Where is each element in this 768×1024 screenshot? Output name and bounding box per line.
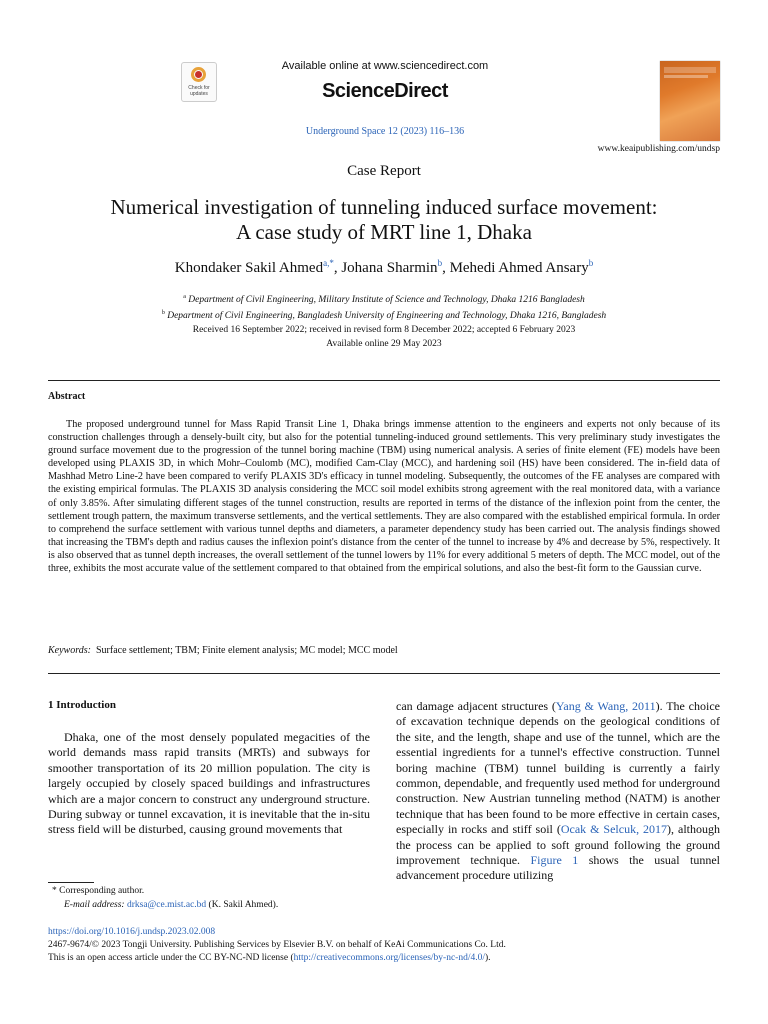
- article-type: Case Report: [347, 163, 421, 179]
- doi-link[interactable]: https://doi.org/10.1016/j.undsp.2023.02.008: [48, 927, 216, 937]
- citation-link[interactable]: Ocak & Selcuk, 2017: [560, 822, 668, 837]
- intro-right-paragraph: can damage adjacent structures (Yang & Wang, 2011). The choice of excavation technique depends on the geological conditions of the site, and the length, shape and use of the tunnel, which are the essential ingredients for a tunnel's effective construction. Tunnel boring machine (TBM) tunnel building is currently a fairly common, dependable, and frequently used method for underground construction. New Austrian tunneling method (NATM) is another technique that has been found to be more effective in certain cases, especially in rocks and stiff soil (Ocak & Selcuk, 2017), although the process can be applied to soft ground following the ground improvement technique. Figure 1 shows the usual tunnel advancement procedure utilizing: [396, 699, 720, 883]
- check-for-updates-badge[interactable]: Check for updates: [181, 62, 217, 102]
- publisher-url[interactable]: www.keaipublishing.com/undsp: [597, 144, 720, 154]
- affiliations: [0, 291, 768, 323]
- affiliation-line: $^b$ Department of Civil Engineering, Bangladesh University of Engineering and Technology, Dhaka 1216, Bangladesh: [161, 310, 607, 322]
- footnote-rule: [48, 882, 94, 883]
- author-name: Mehedi Ahmed Ansary: [449, 260, 589, 276]
- author-affiliation-mark[interactable]: a,*: [323, 258, 334, 268]
- author-name: Johana Sharmin: [341, 260, 438, 276]
- article-title: Numerical investigation of tunneling induced surface movement: A case study of MRT line 1, Dhaka: [110, 195, 658, 244]
- journal-cover-image: [660, 61, 720, 141]
- corresponding-author-note: * Corresponding author.: [52, 886, 145, 896]
- divider: [48, 673, 720, 674]
- keywords: [48, 645, 720, 656]
- citation-link[interactable]: Yang & Wang, 2011: [555, 699, 656, 713]
- divider: [48, 380, 720, 381]
- keywords-label: Keywords:: [48, 645, 91, 656]
- affiliation-line: $^a$ Department of Civil Engineering, Military Institute of Science and Technology, Dhaka 1216 Bangladesh: [183, 294, 585, 306]
- article-dates: Received 16 September 2022; received in revised form 8 December 2022; accepted 6 February 2023 Available online 29 May 2023: [192, 325, 576, 349]
- figure-link[interactable]: Figure 1: [530, 853, 579, 868]
- sciencedirect-logo[interactable]: ScienceDirect: [322, 80, 448, 102]
- author-affiliation-mark[interactable]: b: [588, 258, 594, 268]
- license-link[interactable]: http://creativecommons.org/licenses/by-nc-nd/4.0/: [293, 953, 485, 963]
- license-line: This is an open access article under the CC BY-NC-ND license (http://creativecommons.org/licenses/by-nc-nd/4.0/).: [48, 953, 491, 963]
- author-affiliation-mark[interactable]: b: [437, 258, 443, 268]
- author-name: Khondaker Sakil Ahmed: [174, 260, 324, 276]
- section-heading-introduction: 1 Introduction: [48, 699, 116, 711]
- copyright-line: 2467-9674/© 2023 Tongji University. Publishing Services by Elsevier B.V. on behalf of KeAi Communications Co. Ltd.: [48, 940, 506, 950]
- email-link[interactable]: drksa@ce.mist.ac.bd: [126, 900, 207, 910]
- intro-left-paragraph: Dhaka, one of the most densely populated megacities of the world demands mass rapid transits (MRTs) and subways for smoother transportation of its 20 million population. The city is largely occupied by closely spaced buildings and infrastructures which are a major concern to construct any underground structure. During subway or tunnel excavation, it is inevitable that the in-situ stress field will be disturbed, causing ground movements that: [48, 730, 370, 837]
- email-note: E-mail address: drksa@ce.mist.ac.bd (K. Sakil Ahmed).: [64, 900, 279, 910]
- journal-reference-link[interactable]: Underground Space 12 (2023) 116–136: [305, 126, 465, 137]
- author-list: Khondaker Sakil Ahmed$^{a,*}$, Johana Sharmin$^b$, Mehedi Ahmed Ansary$^b$: [174, 258, 594, 276]
- abstract-text: The proposed underground tunnel for Mass Rapid Transit Line 1, Dhaka brings immense attention to the engineers and experts not only because of its construction challenges through a densely-built city, but also for the potential tunneling-induced ground settlements. This very preliminary study investigates the ground surface movement due to the progression of the tunnel boring machine (TBM) using numerical analysis. A series of finite element (FE) models have been developed using PLAXIS 3D, in which Mohr–Coulomb (MC), modified Cam-Clay (MCC), and hardening soil (HS) have been considered. The in-field data of Mashhad Metro Line-2 have been compared to verify PLAXIS 3D's efficacy in tunnel modeling. Subsequently, the outcomes of the FE analyses are compared with the existing empirical formulas. The PLAXIS 3D analysis considering the MCC soil model exhibits strong agreement with the real monitored data, with a variance of only 3.85%. After simulating different stages of the tunnel construction, results are reported in terms of the distance of the inflexion point from the center, the settlement trough pattern, the maximum transverse settlements, and the vertical settlements. They are also compared with the established empirical formula. In order to comprehend the surface settlement with various tunnel depths and diameters, a parameter dependency study has been carried out. The analysis findings showed that increasing the TBM's depth and radius causes the inflexion point's distance from the center of the tunnel to increase by 4% and decrease by 5%, respectively. It is also observed that as tunnel depth increases, the overall settlement of the tunnel lowers by 11% for every additional 5 meters of depth. The MCC model, out of the three, exhibits the most accurate value of the settlement compared to that obtained from the empirical solutions, and also the best-fit form to the Gaussian curve.: [48, 419, 720, 575]
- abstract-heading: Abstract: [48, 391, 86, 402]
- available-online-text: Available online at www.sciencedirect.com: [281, 60, 489, 72]
- keywords-list: Surface settlement; TBM; Finite element analysis; MC model; MCC model: [95, 645, 398, 656]
